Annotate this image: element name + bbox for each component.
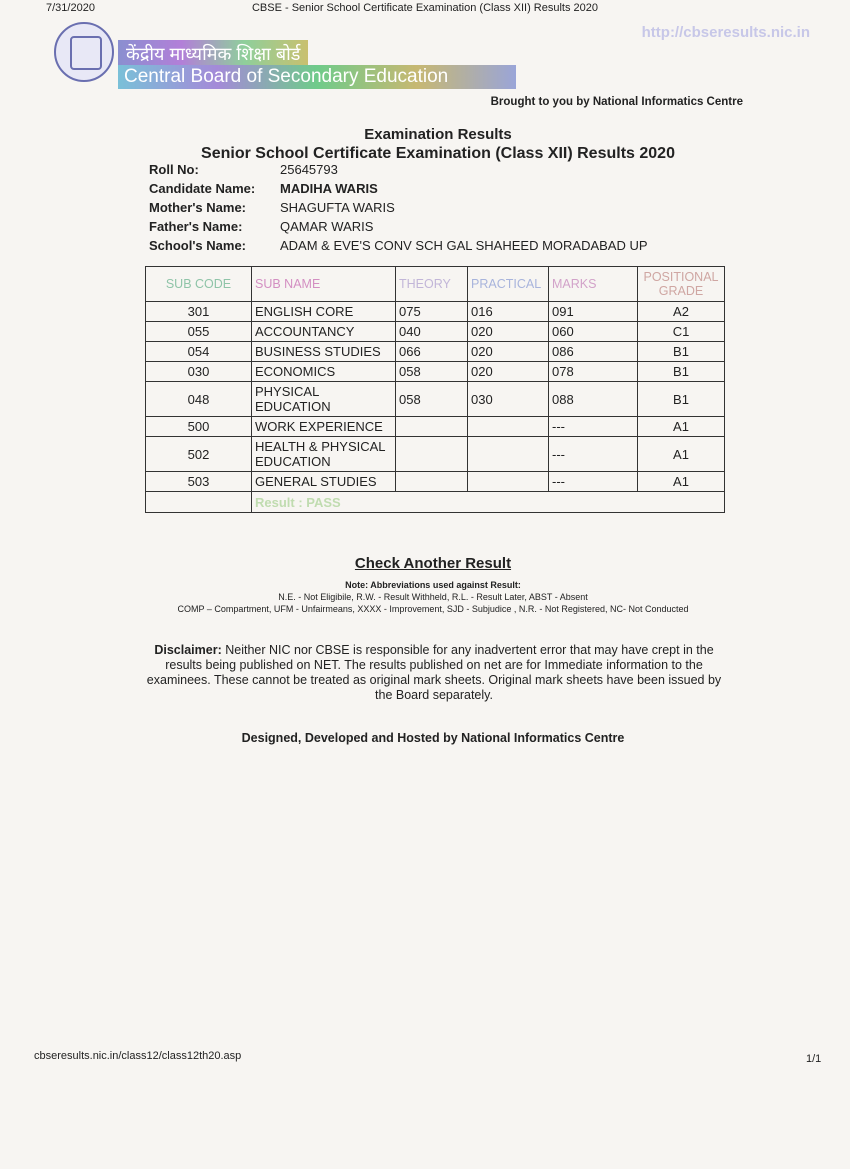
- abbreviations-line-1: N.E. - Not Eligibile, R.W. - Result Withheld, R.L. - Result Later, ABST - Absent: [278, 592, 588, 602]
- sub-name-cell: HEALTH & PHYSICAL EDUCATION: [252, 437, 396, 472]
- theory-cell: 066: [396, 342, 468, 362]
- header-practical: PRACTICAL: [468, 267, 549, 302]
- disclaimer-text: Neither NIC nor CBSE is responsible for any inadvertent error that may have crept in the results being published on NET. The results published on net are for Immediate information to the examinees. These cannot be treated as original mark sheets. Original mark sheets have been issued by the Board separately.: [146, 643, 722, 702]
- print-page-title: CBSE - Senior School Certificate Examination (Class XII) Results 2020: [251, 2, 599, 14]
- marks-cell: 060: [549, 322, 638, 342]
- theory-cell: [396, 437, 468, 472]
- results-table: [145, 266, 725, 513]
- table-row: [146, 472, 725, 492]
- theory-cell: 058: [396, 382, 468, 417]
- exam-results-heading: Examination Results: [364, 126, 512, 143]
- table-row: [146, 362, 725, 382]
- roll-label: Roll No:: [149, 162, 199, 177]
- marks-cell: 086: [549, 342, 638, 362]
- results-header-row: [146, 267, 725, 302]
- practical-cell: [468, 472, 549, 492]
- grade-cell: B1: [638, 362, 725, 382]
- result-status: Result : PASS: [252, 492, 725, 513]
- theory-cell: 075: [396, 302, 468, 322]
- father-name-label: Father's Name:: [149, 219, 243, 234]
- candidate-name-value: MADIHA WARIS: [280, 181, 378, 196]
- sub-name-cell: ENGLISH CORE: [252, 302, 396, 322]
- table-row: [146, 302, 725, 322]
- practical-cell: [468, 417, 549, 437]
- abbreviations-line-2: COMP – Compartment, UFM - Unfairmeans, XXXX - Improvement, SJD - Subjudice , N.R. - Not Registered, NC- Not Conducted: [177, 604, 689, 614]
- sub-code-cell: 054: [146, 342, 252, 362]
- site-url-link[interactable]: http://cbseresults.nic.in: [641, 24, 810, 41]
- sub-name-cell: BUSINESS STUDIES: [252, 342, 396, 362]
- mother-name-value: SHAGUFTA WARIS: [280, 200, 395, 215]
- candidate-name-label: Candidate Name:: [149, 181, 256, 196]
- board-name-hindi: केंद्रीय माध्यमिक शिक्षा बोर्ड: [118, 40, 308, 68]
- practical-cell: 020: [468, 362, 549, 382]
- marks-cell: ---: [549, 472, 638, 492]
- result-row: [146, 492, 725, 513]
- grade-cell: A1: [638, 417, 725, 437]
- school-name-label: School's Name:: [149, 238, 247, 253]
- school-name-value: ADAM & EVE'S CONV SCH GAL SHAHEED MORADABAD UP: [280, 238, 648, 253]
- marks-cell: 078: [549, 362, 638, 382]
- sub-name-cell: PHYSICAL EDUCATION: [252, 382, 396, 417]
- sub-code-cell: 503: [146, 472, 252, 492]
- brought-by-text: Brought to you by National Informatics Centre: [490, 96, 743, 108]
- practical-cell: 016: [468, 302, 549, 322]
- sub-name-cell: GENERAL STUDIES: [252, 472, 396, 492]
- exam-name-heading: Senior School Certificate Examination (Class XII) Results 2020: [201, 145, 675, 162]
- grade-cell: C1: [638, 322, 725, 342]
- header-sub-name: SUB NAME: [252, 267, 396, 302]
- candidate-info: [149, 162, 648, 257]
- header-positional-grade: POSITIONAL GRADE: [638, 267, 725, 302]
- mother-name-label: Mother's Name:: [149, 200, 246, 215]
- father-name-value: QAMAR WARIS: [280, 219, 374, 234]
- theory-cell: 058: [396, 362, 468, 382]
- check-another-result-link[interactable]: Check Another Result: [354, 555, 512, 572]
- practical-cell: [468, 437, 549, 472]
- theory-cell: [396, 417, 468, 437]
- grade-cell: B1: [638, 382, 725, 417]
- sub-code-cell: 048: [146, 382, 252, 417]
- page-number: 1/1: [806, 1053, 822, 1065]
- table-row: [146, 437, 725, 472]
- footer-url: cbseresults.nic.in/class12/class12th20.asp: [34, 1050, 242, 1062]
- grade-cell: B1: [638, 342, 725, 362]
- table-row: [146, 342, 725, 362]
- marks-cell: 091: [549, 302, 638, 322]
- sub-code-cell: 502: [146, 437, 252, 472]
- result-empty-cell: [146, 492, 252, 513]
- sub-name-cell: ECONOMICS: [252, 362, 396, 382]
- marks-cell: 088: [549, 382, 638, 417]
- marks-cell: ---: [549, 437, 638, 472]
- table-row: [146, 382, 725, 417]
- roll-value: 25645793: [280, 162, 338, 177]
- grade-cell: A1: [638, 437, 725, 472]
- board-name-english: Central Board of Secondary Education: [118, 65, 516, 89]
- sub-code-cell: 500: [146, 417, 252, 437]
- sub-code-cell: 030: [146, 362, 252, 382]
- grade-cell: A1: [638, 472, 725, 492]
- grade-cell: A2: [638, 302, 725, 322]
- practical-cell: 020: [468, 322, 549, 342]
- practical-cell: 020: [468, 342, 549, 362]
- header-marks: MARKS: [549, 267, 638, 302]
- table-row: [146, 322, 725, 342]
- theory-cell: 040: [396, 322, 468, 342]
- marks-cell: ---: [549, 417, 638, 437]
- table-row: [146, 417, 725, 437]
- cbse-logo-icon: [54, 22, 114, 82]
- sub-code-cell: 055: [146, 322, 252, 342]
- practical-cell: 030: [468, 382, 549, 417]
- designed-by-text: Designed, Developed and Hosted by National Informatics Centre: [241, 731, 625, 745]
- disclaimer-label: Disclaimer:: [154, 643, 222, 657]
- theory-cell: [396, 472, 468, 492]
- sub-name-cell: WORK EXPERIENCE: [252, 417, 396, 437]
- print-date: 7/31/2020: [46, 2, 95, 14]
- header-sub-code: SUB CODE: [146, 267, 252, 302]
- sub-code-cell: 301: [146, 302, 252, 322]
- disclaimer: [144, 643, 724, 703]
- abbreviations-note-heading: Note: Abbreviations used against Result:: [345, 580, 521, 590]
- sub-name-cell: ACCOUNTANCY: [252, 322, 396, 342]
- header-theory: THEORY: [396, 267, 468, 302]
